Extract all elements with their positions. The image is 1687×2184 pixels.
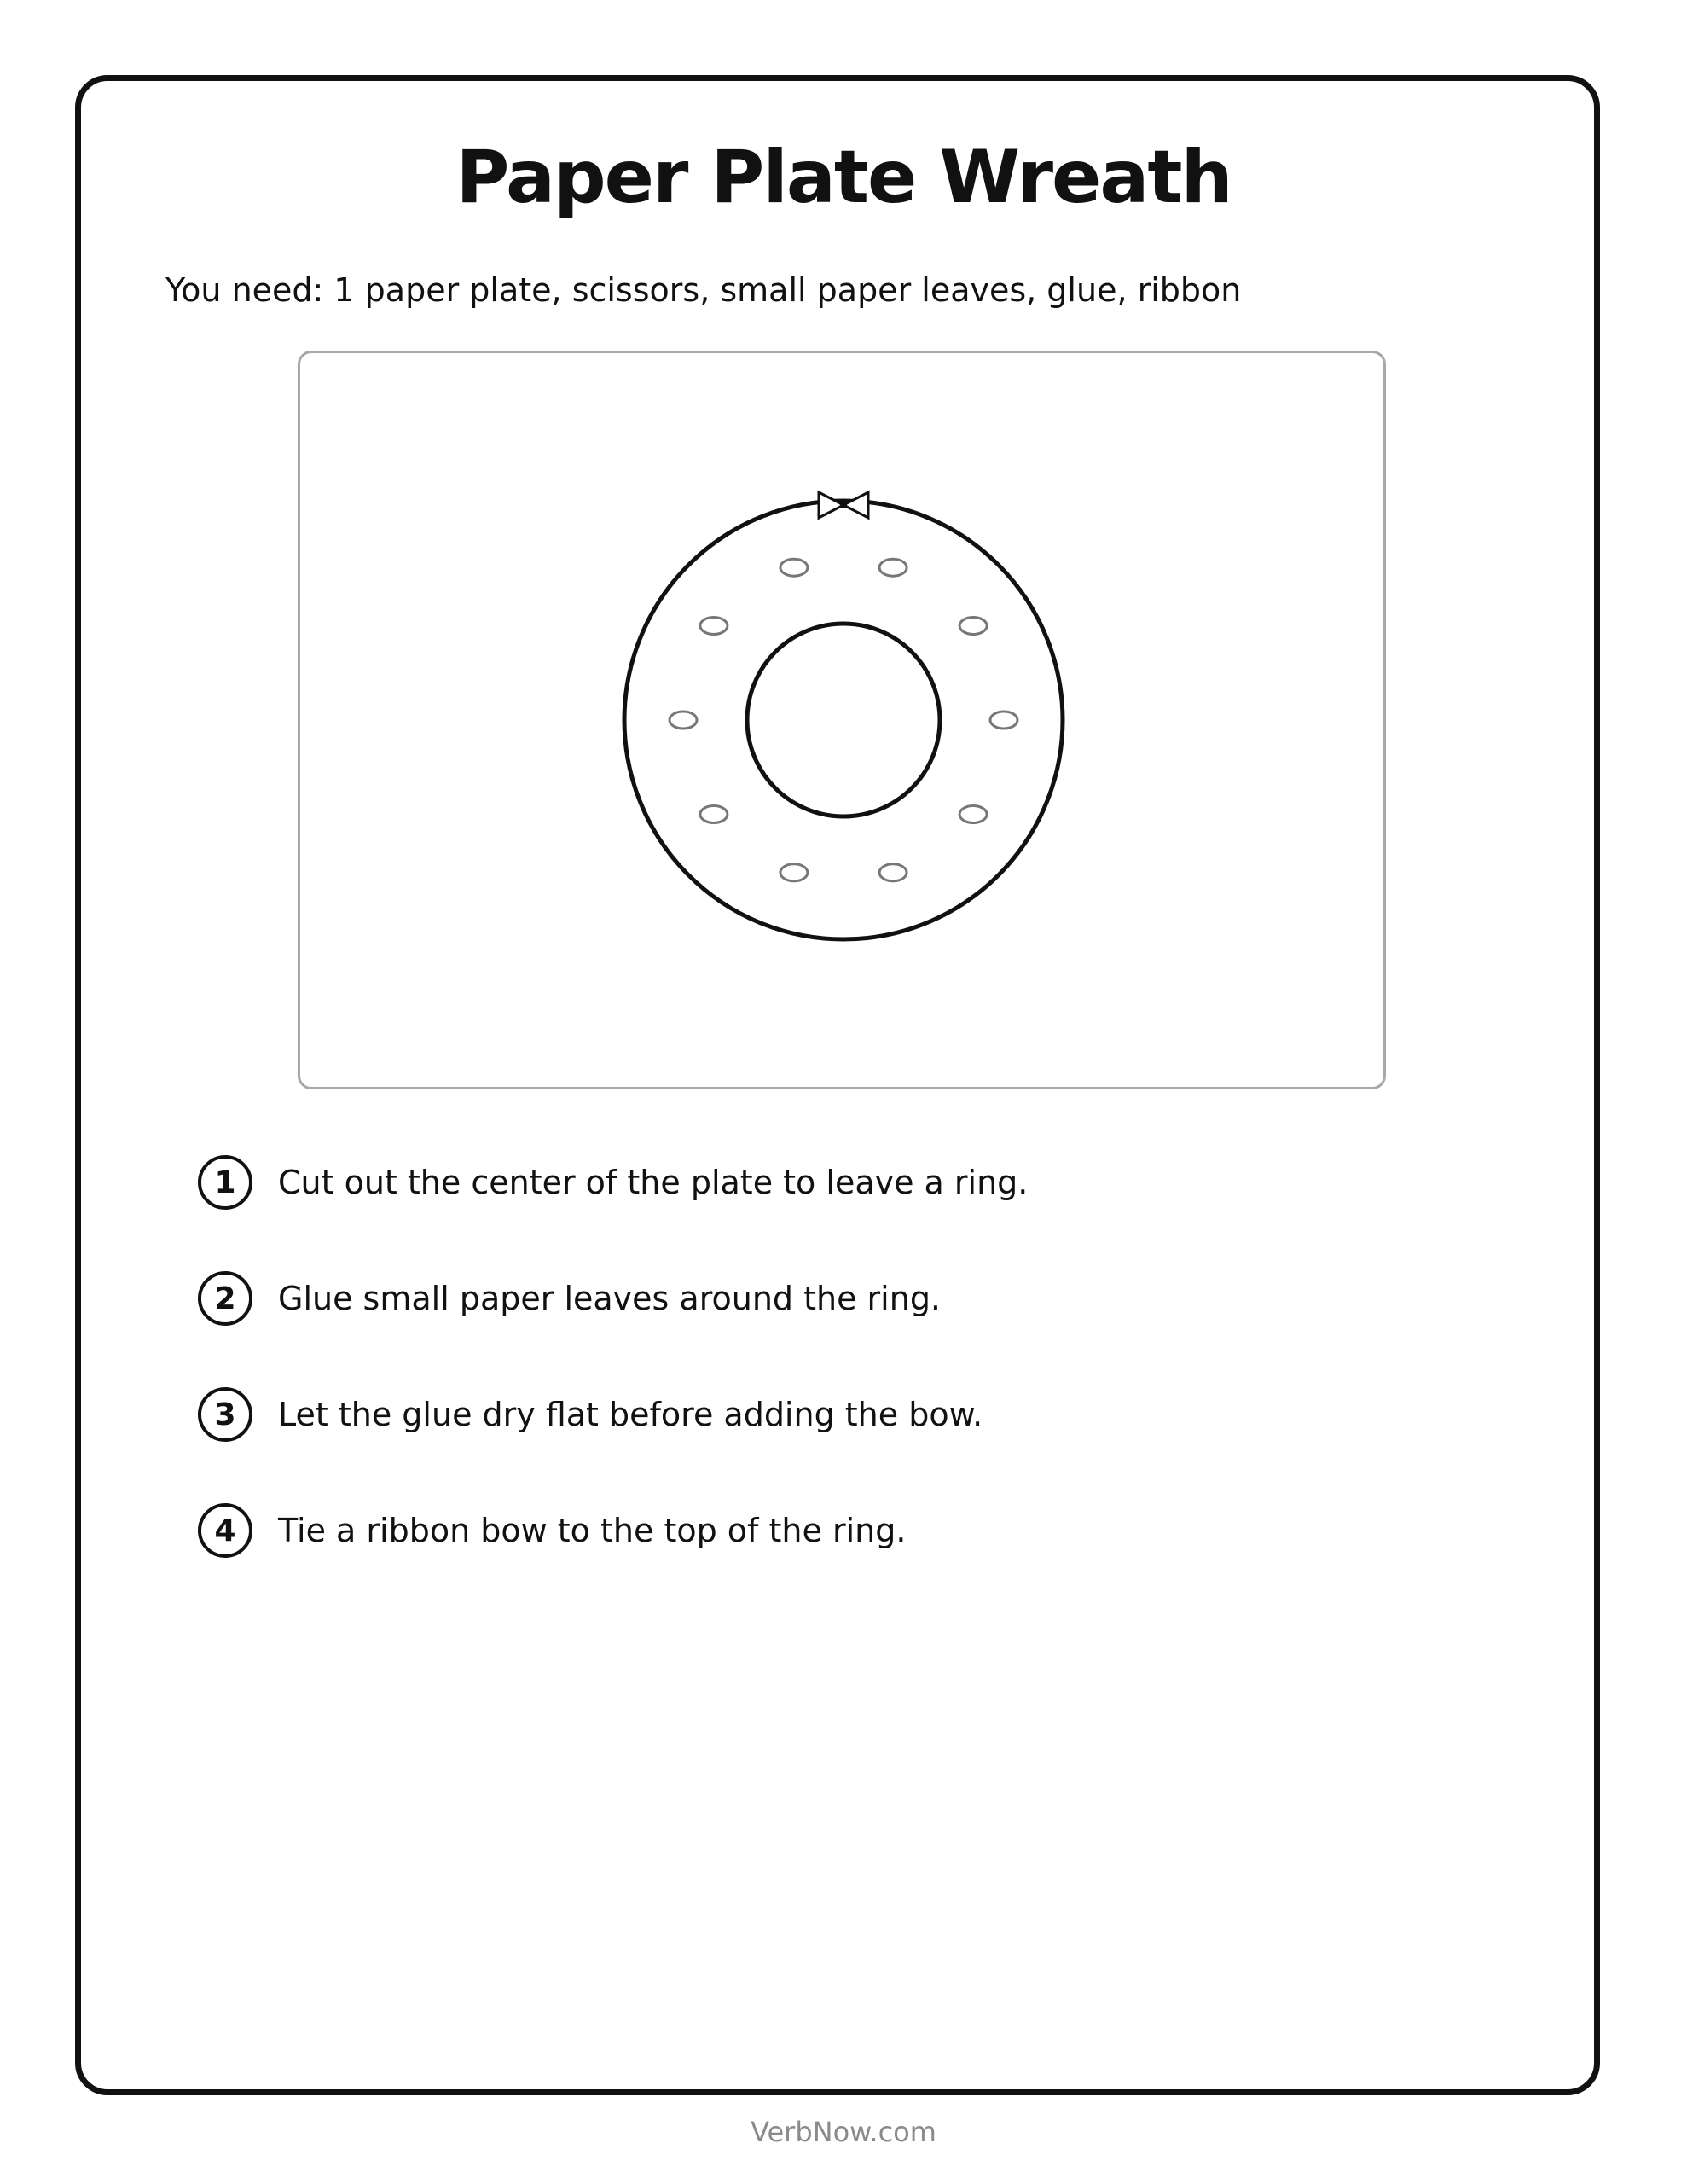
footer-site-credit: VerbNow.com <box>751 2116 936 2148</box>
ribbon-bow-icon <box>819 492 868 518</box>
page-title: Paper Plate Wreath <box>455 135 1232 220</box>
paper-leaf <box>700 618 728 635</box>
wreath-illustration-frame <box>298 351 1386 1089</box>
paper-leaf <box>959 618 987 635</box>
step-text: Cut out the center of the plate to leave a ring. <box>278 1164 1029 1201</box>
materials-list: You need: 1 paper plate, scissors, small paper leaves, glue, ribbon <box>165 271 1242 309</box>
step-item <box>198 1503 1477 1565</box>
step-number-badge: 2 <box>198 1271 252 1326</box>
step-number-badge: 3 <box>198 1387 252 1442</box>
paper-leaf <box>879 864 907 881</box>
paper-leaf <box>990 712 1017 729</box>
steps-list <box>198 1155 1477 1619</box>
wreath-inner-ring <box>747 624 940 816</box>
step-text: Tie a ribbon bow to the top of the ring. <box>278 1512 907 1549</box>
step-number-badge: 1 <box>198 1155 252 1210</box>
paper-leaf <box>700 806 728 823</box>
paper-leaf <box>879 559 907 576</box>
step-text: Let the glue dry flat before adding the bow. <box>278 1396 983 1433</box>
step-item <box>198 1155 1477 1217</box>
wreath-outer-ring <box>624 501 1063 939</box>
step-item <box>198 1271 1477 1333</box>
step-item <box>198 1387 1477 1449</box>
wreath-illustration <box>300 353 1383 1087</box>
paper-leaf <box>670 712 697 729</box>
step-text: Glue small paper leaves around the ring. <box>278 1280 942 1317</box>
paper-leaf <box>959 806 987 823</box>
paper-leaves <box>670 559 1017 881</box>
paper-leaf <box>780 864 808 881</box>
step-number-badge: 4 <box>198 1503 252 1558</box>
paper-leaf <box>780 559 808 576</box>
